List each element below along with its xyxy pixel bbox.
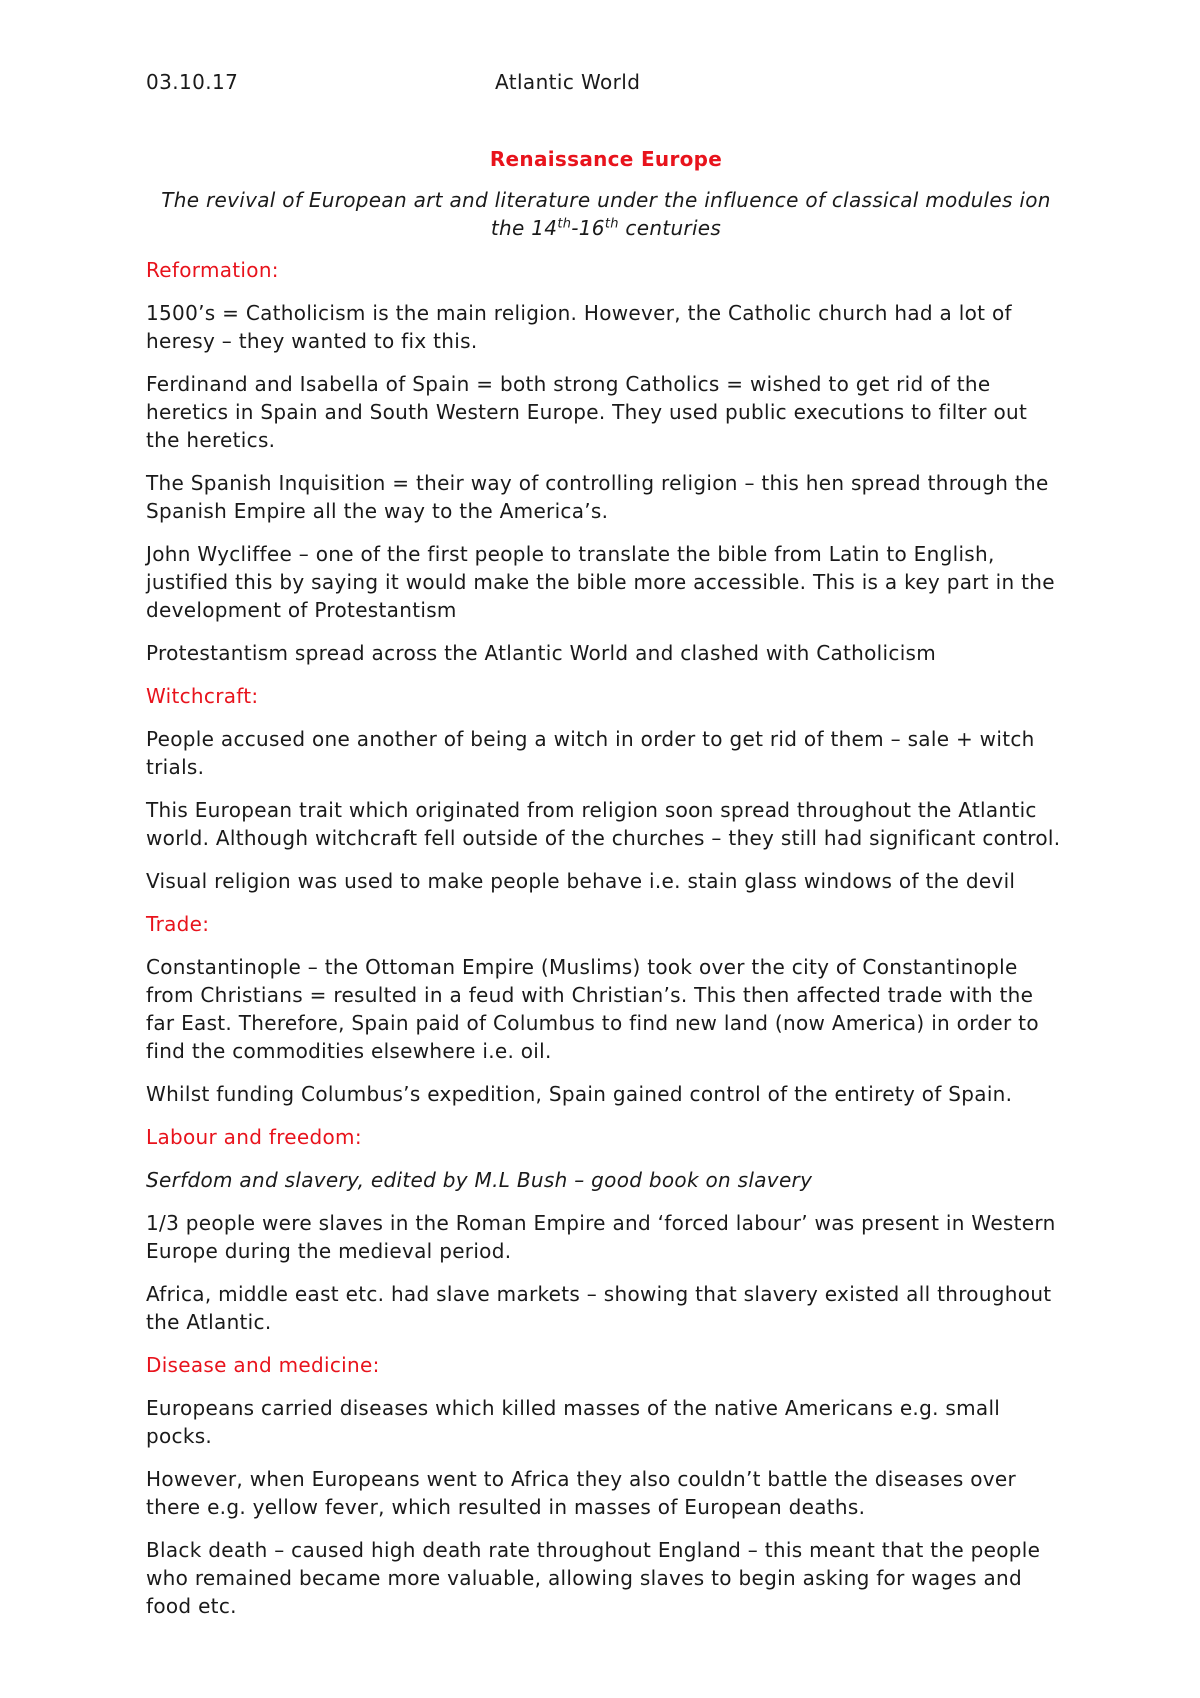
document-title: Renaissance Europe [489,147,723,171]
page-header [146,70,1066,100]
document-subtitle [146,186,1066,242]
subtitle-text-mid: -16 [571,216,605,240]
section-disease-and-medicine [146,1351,1066,1620]
book-reference: Serfdom and slavery, edited by M.L Bush – good book on slavery [146,1168,813,1192]
header-date: 03.10.17 [146,70,239,94]
paragraph: Protestantism spread across the Atlantic World and clashed with Catholicism [146,641,937,665]
paragraph: Africa, middle east etc. had slave markets – showing that slavery existed all throughout the Atlantic. [146,1282,1052,1334]
paragraph: The Spanish Inquisition = their way of controlling religion – this hen spread through the Spanish Empire all the way to the America’s. [146,471,1049,523]
section-trade [146,910,1066,1108]
paragraph: 1/3 people were slaves in the Roman Empire and ‘forced labour’ was present in Western Europe during the medieval period. [146,1211,1056,1263]
paragraph: People accused one another of being a witch in order to get rid of them – sale + witch trials. [146,727,1035,779]
paragraph: However, when Europeans went to Africa they also couldn’t battle the diseases over there e.g. yellow fever, which resulted in masses of European deaths. [146,1467,1016,1519]
subtitle-text-before: The revival of European art and literature under the influence of classical modules ion the 14 [161,188,1051,240]
paragraph: Visual religion was used to make people behave i.e. stain glass windows of the devil [146,869,1016,893]
paragraph: John Wycliffee – one of the first people to translate the bible from Latin to English, justified this by saying it would make the bible more accessible. This is a key part in the development of Protestantism [146,542,1055,622]
header-course-title: Atlantic World [495,70,641,94]
paragraph: This European trait which originated from religion soon spread throughout the Atlantic world. Although witchcraft fell outside of the churches – they still had significant control. [146,798,1061,850]
section-witchcraft [146,682,1066,895]
section-heading: Reformation: [146,258,279,282]
paragraph: Constantinople – the Ottoman Empire (Muslims) took over the city of Constantinople from Christians = resulted in a feud with Christian’s. This then affected trade with the far East. Therefore, Spain paid of Columbus to find new land (now America) in order to find the commodities elsewhere i.e. oil. [146,955,1039,1063]
document-body [146,145,1066,1635]
section-heading: Witchcraft: [146,684,259,708]
section-labour-and-freedom [146,1123,1066,1336]
paragraph: Ferdinand and Isabella of Spain = both strong Catholics = wished to get rid of the heretics in Spain and South Western Europe. They used public executions to filter out the heretics. [146,372,1028,452]
paragraph: 1500’s = Catholicism is the main religion. However, the Catholic church had a lot of heresy – they wanted to fix this. [146,301,1012,353]
section-reformation [146,256,1066,667]
section-heading: Labour and freedom: [146,1125,362,1149]
subtitle-text-after: centuries [618,216,722,240]
subtitle-sup-1: th [557,216,572,232]
subtitle-sup-2: th [604,216,619,232]
paragraph: Europeans carried diseases which killed masses of the native Americans e.g. small pocks. [146,1396,1001,1448]
section-heading: Disease and medicine: [146,1353,380,1377]
paragraph: Whilst funding Columbus’s expedition, Spain gained control of the entirety of Spain. [146,1082,1013,1106]
paragraph: Black death – caused high death rate throughout England – this meant that the people who remained became more valuable, allowing slaves to begin asking for wages and food etc. [146,1538,1041,1618]
section-heading: Trade: [146,912,210,936]
